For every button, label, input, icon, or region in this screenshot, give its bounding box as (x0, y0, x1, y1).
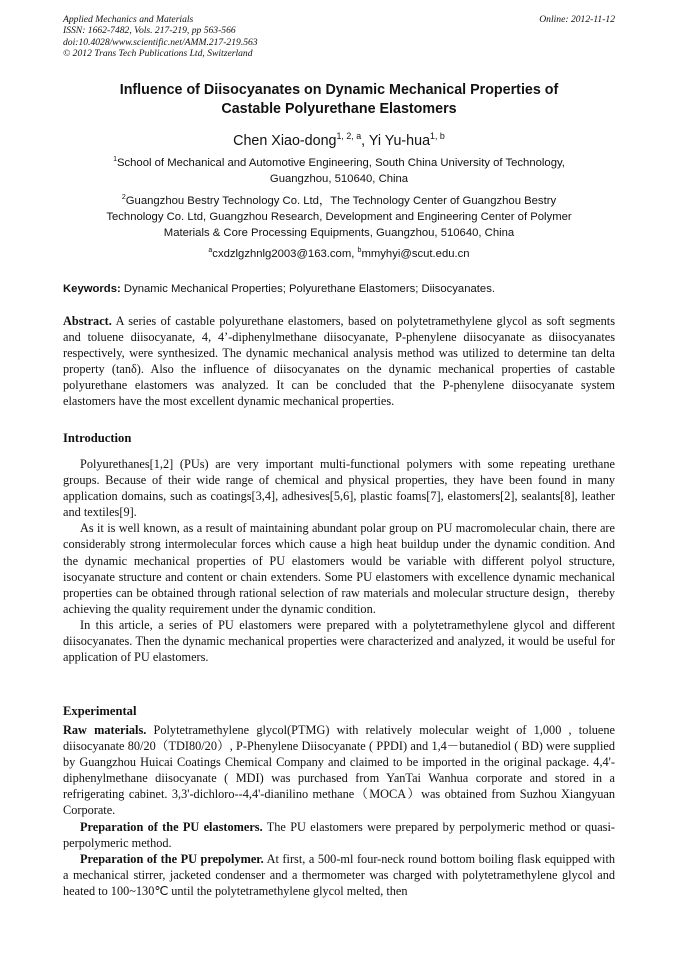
raw-materials-label: Raw materials. (63, 723, 147, 737)
intro-paragraph-2: As it is well known, as a result of maintaining abundant polar group on PU macromolecular chain, there are considerably strong intermolecular forces which cause a high heat buildup under the dynamic condition. And the dynamic mechanical properties of PU elastomers would be variable with different polyol structure, isocyanate structure and content or chain extenders. Some PU elastomers with excellence dynamic mechanical properties can be obtained through rational selection of raw materials and molecular structure design，thereby achieving the quality requirement under the dynamic condition. (63, 521, 615, 616)
author-1-name: Chen Xiao-dong (233, 133, 337, 149)
raw-materials-text: Polytetramethylene glycol(PTMG) with relatively molecular weight of 1,000 , toluene diisocyanate 80/20（TDI80/20）, P-Phenylene Diisocyanate ( PPDI) and 1,4－butanediol ( BD) were supplied by Guangzhou Huicai Coatings Chemical Company and claimed to be imported in the original package. 4,4'-diphenylmethane diisocyanate ( MDI) was purchased from YanTai Wanhua corporate and stored in a refrigerating cabinet. 3,3'-dichloro--4,4'-dianilino methane（MOCA）was obtained from Suzhou Xiangyuan Corporate. (63, 723, 615, 818)
preparation-paragraph (63, 819, 615, 851)
email-a[interactable]: cxdzlgzhnlg2003@163.com, (212, 248, 358, 260)
title-line-1: Influence of Diisocyanates on Dynamic Mechanical Properties of (119, 82, 559, 98)
affiliation-2 (63, 193, 615, 241)
experimental-heading: Experimental (63, 704, 137, 718)
introduction-heading: Introduction (63, 431, 132, 445)
keywords (63, 281, 615, 297)
keywords-label: Keywords: (63, 283, 121, 295)
introduction-body (63, 456, 615, 665)
introduction-section (63, 430, 615, 446)
experimental-body (63, 722, 615, 899)
author-2-name: Yi Yu-hua (368, 133, 431, 149)
issn-line: ISSN: 1662-7482, Vols. 217-219, pp 563-566 (63, 25, 236, 37)
author-2-sup: 1, b (430, 131, 445, 142)
experimental-section (63, 703, 615, 719)
online-date: Online: 2012-11-12 (539, 14, 615, 25)
email-b[interactable]: mmyhyi@scut.edu.cn (361, 248, 470, 260)
abstract-label: Abstract. (63, 314, 112, 328)
paper-title (63, 81, 615, 118)
email-b-sup: b (357, 247, 362, 255)
author-list (63, 132, 615, 150)
author-1-sup: 1, 2, a (336, 131, 362, 142)
intro-paragraph-1: Polyurethanes[1,2] (PUs) are very important multi-functional polymers with some repeating urethane groups. Because of their wide range of chemical and physical properties, they have been found in many application domains, such as coatings[3,4], adhesives[5,6], plastic foams[7], elastomers[2], sealants[8], leather and textiles[9]. (63, 457, 615, 520)
journal-name: Applied Mechanics and Materials (63, 14, 194, 25)
intro-paragraph-3: In this article, a series of PU elastomers were prepared with a polytetramethylene glycol and different diisocyanates. Then the dynamic mechanical properties were characterized and analyzed, it would be useful for application of PU elastomers. (63, 617, 615, 665)
journal-header (63, 14, 615, 60)
prepolymer-text: At first, a 500-ml four-neck round bottom boiling flask equipped with a mechanical stirrer, jacketed condenser and a thermometer was charged with polytetramethylene glycol and heated to 100~130℃ until the polytetramethylene glycol melted, then (63, 851, 616, 898)
affiliation-2-sup: 2 (121, 194, 126, 202)
affiliation-2-line-2: Technology Co. Ltd, Guangzhou Research, Development and Engineering Center of Polymer (106, 211, 572, 223)
prepolymer-label: Preparation of the PU prepolymer. (80, 851, 264, 866)
abstract (63, 313, 615, 410)
author-separator: , (361, 133, 369, 149)
keywords-text: Dynamic Mechanical Properties; Polyurethane Elastomers; Diisocyanates. (120, 283, 495, 295)
preparation-text: The PU elastomers were prepared by perpolymeric method or quasi-perpolymeric method. (63, 819, 615, 850)
author-emails (63, 246, 615, 262)
doi-line: doi:10.4028/www.scientific.net/AMM.217-219.563 (63, 36, 258, 48)
affiliation-2-line-3: Materials & Core Processing Equipments, Guangzhou, 510640, China (163, 227, 515, 239)
affiliation-1-line-2: Guangzhou, 510640, China (269, 173, 409, 185)
affiliation-1-sup: 1 (113, 156, 117, 164)
raw-materials-paragraph (63, 722, 615, 819)
title-line-2: Castable Polyurethane Elastomers (221, 100, 457, 117)
copyright-line: © 2012 Trans Tech Publications Ltd, Switzerland (63, 48, 253, 60)
prepolymer-paragraph (63, 851, 615, 899)
affiliation-1-line-1: School of Mechanical and Automotive Engineering, South China University of Technology, (116, 157, 565, 169)
email-a-sup: a (208, 247, 213, 255)
affiliation-1 (63, 155, 615, 187)
affiliation-2-line-1: Guangzhou Bestry Technology Co. Ltd，The Technology Center of Guangzhou Bestry (125, 195, 557, 207)
preparation-label: Preparation of the PU elastomers. (80, 819, 263, 834)
abstract-text: A series of castable polyurethane elastomers, based on polytetramethylene glycol as soft segments and toluene diisocyanate, 4, 4’-diphenylmethane diisocyanate, P-phenylene diisocyanate as diisocyanates respectively, were synthesized. The dynamic mechanical analysis method was utilized to determine tan delta property (tanδ). Also the influence of diisocyanates on the dynamic mechanical properties of castable polyurethane elastomers was analyzed. It can be concluded that the P-phenylene diisocyanate system elastomers have the most excellent dynamic mechanical properties. (63, 314, 615, 409)
